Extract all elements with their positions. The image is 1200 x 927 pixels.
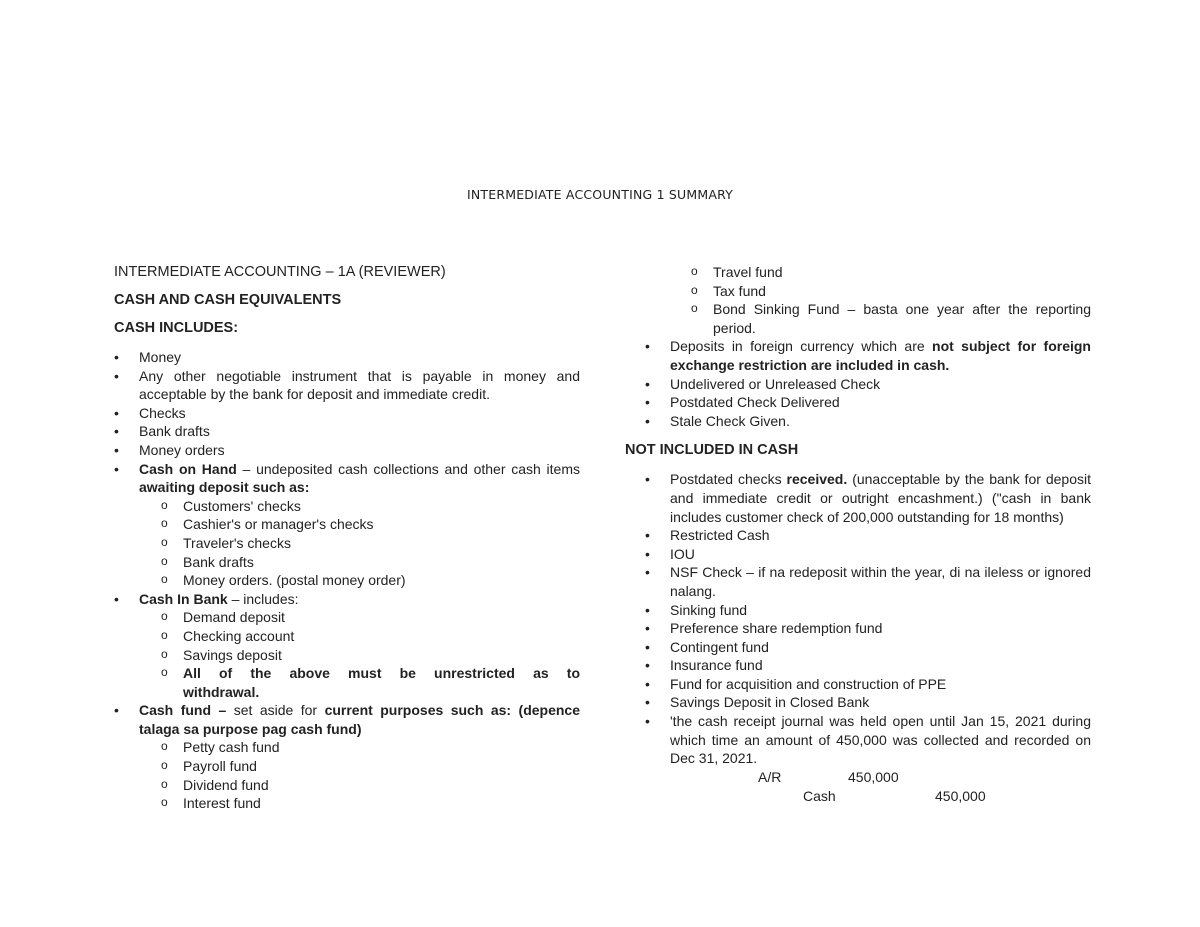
subsection-title: CASH INCLUDES: — [114, 320, 239, 336]
journal-debit-account: A/R — [758, 768, 782, 785]
list-item: • Bank drafts — [94, 422, 580, 441]
item-text: (unacceptable by the bank for deposit and immediate credit or outright encashment.) ("cash in bank includes customer check of 200,000 outstanding for 18 months) — [670, 471, 1091, 525]
journal-entry — [670, 768, 1091, 808]
list-item: • Preference share redemption fund — [625, 619, 1091, 638]
right-column — [625, 263, 1091, 808]
list-item: • Contingent fund — [625, 638, 1091, 657]
not-included-list — [625, 470, 1091, 808]
item-text: Postdated checks — [670, 471, 787, 488]
cash-on-hand-sublist — [139, 497, 580, 590]
sub-list-item: o Checking account — [94, 627, 580, 646]
list-item: • Insurance fund — [625, 656, 1091, 675]
sub-list-item: o Travel fund — [625, 263, 1091, 282]
sub-list-item: o Petty cash fund — [94, 738, 580, 757]
list-item-cash-on-hand — [94, 460, 580, 590]
list-item: • Undelivered or Unreleased Check — [625, 375, 1091, 394]
cash-fund-sublist-continued — [625, 263, 1091, 337]
document-title: INTERMEDIATE ACCOUNTING – 1A (REVIEWER) — [114, 264, 446, 280]
item-text-bold: All of the above must be unrestricted as to withdrawal. — [183, 665, 580, 700]
sub-list-item: o Money orders. (postal money order) — [94, 571, 580, 590]
cash-includes-list-continued — [625, 337, 1091, 430]
item-label: Cash In Bank — [139, 590, 228, 607]
list-item: • NSF Check – if na redeposit within the year, di na ileless or ignored nalang. — [625, 563, 1091, 600]
item-label: Cash fund – — [139, 702, 227, 719]
cash-in-bank-sublist — [139, 608, 580, 701]
list-item: • Checks — [94, 404, 580, 423]
item-text-bold: not subject for foreign exchange restriction are included in cash. — [670, 338, 1091, 373]
list-item — [625, 470, 1091, 526]
list-item: • Restricted Cash — [625, 526, 1091, 545]
sub-list-item — [94, 664, 580, 701]
sub-list-item: o Demand deposit — [94, 608, 580, 627]
item-text: 'the cash receipt journal was held open until Jan 15, 2021 during which time an amount of 450,000 was collected and recorded on Dec 31, 2021. — [670, 713, 1091, 767]
list-item: • Stale Check Given. — [625, 412, 1091, 431]
item-text: Deposits in foreign currency which are — [670, 338, 933, 355]
list-item: • Sinking fund — [625, 601, 1091, 620]
item-label: Cash on Hand — [139, 460, 237, 477]
item-text: – undeposited cash collections and other cash items — [236, 460, 580, 477]
sub-list-item: o Dividend fund — [94, 776, 580, 795]
sub-list-item: o Customers' checks — [94, 497, 580, 516]
list-item: • Savings Deposit in Closed Bank — [625, 693, 1091, 712]
sub-list-item: o Savings deposit — [94, 646, 580, 665]
item-text: set aside for — [226, 702, 325, 719]
list-item: • IOU — [625, 545, 1091, 564]
list-item-cash-fund — [94, 701, 580, 813]
sub-list-item: o Traveler's checks — [94, 534, 580, 553]
journal-credit-account: Cash — [803, 787, 836, 804]
item-text-bold: received. — [786, 471, 848, 488]
section-title: CASH AND CASH EQUIVALENTS — [114, 292, 342, 308]
item-text-bold: awaiting deposit such as: — [139, 479, 310, 496]
cash-includes-list — [94, 348, 580, 813]
list-item: • Money — [94, 348, 580, 367]
sub-list-item: o Cashier's or manager's checks — [94, 515, 580, 534]
sub-list-item: o Tax fund — [625, 282, 1091, 301]
sub-list-item: o Bank drafts — [94, 553, 580, 572]
list-item: • Fund for acquisition and construction of PPE — [625, 675, 1091, 694]
item-text-bold: current purposes such as: (depence talaga sa purpose pag cash fund) — [139, 702, 580, 737]
list-item: • Any other negotiable instrument that is payable in money and acceptable by the bank for deposit and immediate credit. — [94, 367, 580, 404]
list-item: • Postdated Check Delivered — [625, 393, 1091, 412]
list-item-cash-in-bank — [94, 590, 580, 702]
list-item: • Money orders — [94, 441, 580, 460]
not-included-title: NOT INCLUDED IN CASH — [625, 442, 799, 459]
journal-debit-amount: 450,000 — [848, 768, 899, 785]
list-item — [625, 712, 1091, 808]
sub-list-item: o Payroll fund — [94, 757, 580, 776]
journal-credit-amount: 450,000 — [935, 787, 986, 804]
list-item — [625, 337, 1091, 374]
page-title: INTERMEDIATE ACCOUNTING 1 SUMMARY — [466, 187, 734, 202]
cash-fund-sublist — [139, 738, 580, 812]
sub-list-item: o Bond Sinking Fund – basta one year after the reporting period. — [625, 300, 1091, 337]
sub-list-item: o Interest fund — [94, 794, 580, 813]
item-text: – includes: — [227, 590, 299, 607]
left-column — [114, 263, 580, 813]
